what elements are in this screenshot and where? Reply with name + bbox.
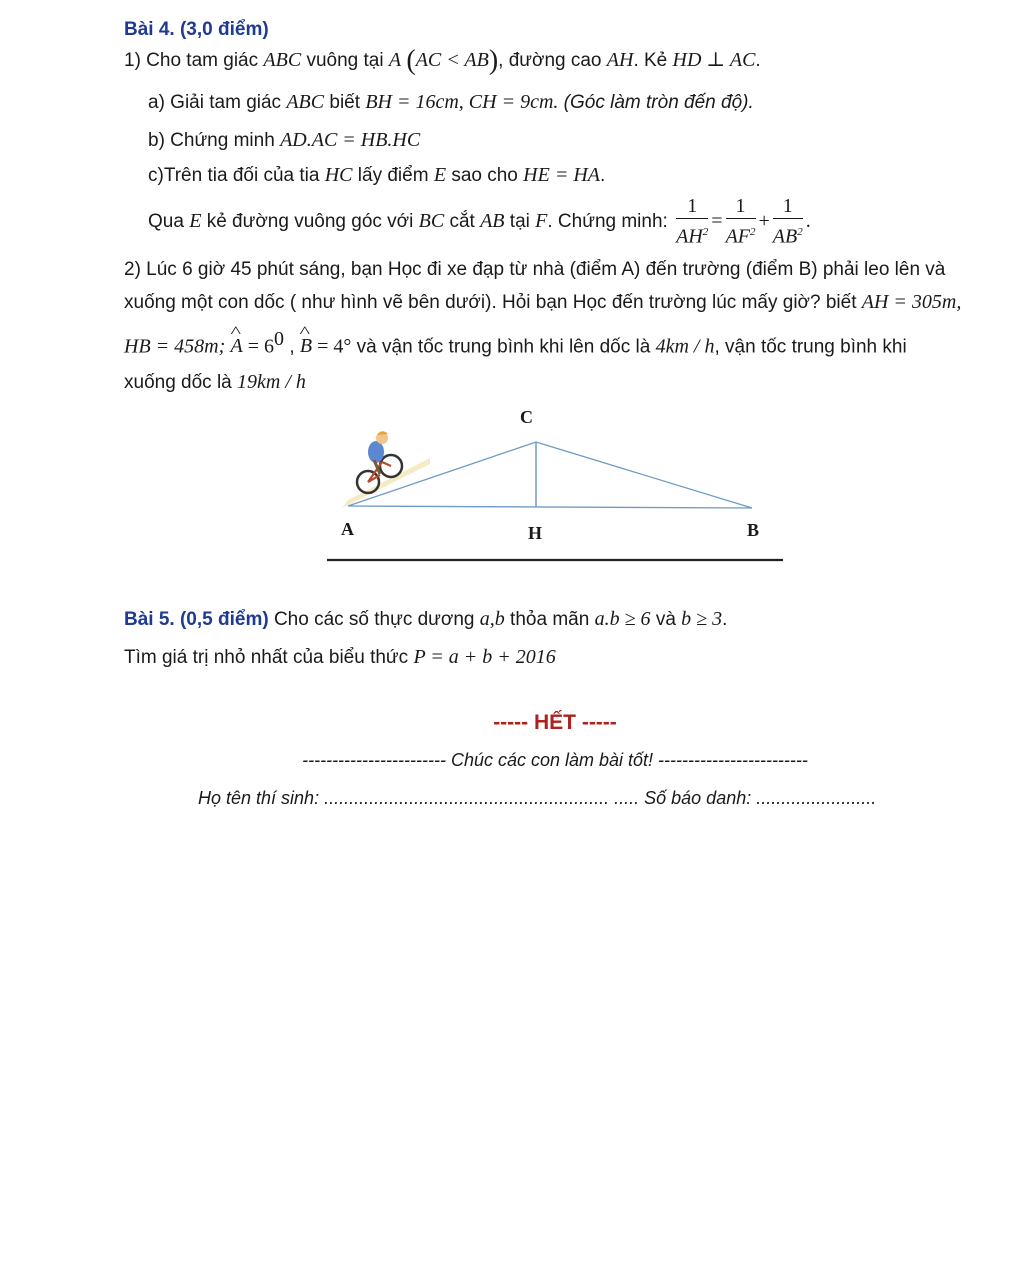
text: xuống một con dốc ( như hình vẽ bên dưới). Hỏi bạn Học đến trường lúc mấy giờ? biết [124, 292, 862, 313]
text: và [650, 609, 682, 630]
label-c: C [520, 407, 533, 427]
text: . Kẻ [633, 50, 673, 71]
math-cond2: b ≥ 3 [681, 608, 723, 630]
denominator [726, 219, 756, 250]
text: Cho các số thực dương [268, 609, 480, 630]
note: (Góc làm tròn đến độ). [563, 92, 754, 113]
bai5-line2 [124, 644, 556, 671]
text: , đường cao [498, 50, 607, 71]
bai4-part2-line1: 2) Lúc 6 giờ 45 phút sáng, bạn Học đi xe đạp từ nhà (điểm A) đến trường (điểm B) phải leo lên và [124, 259, 946, 280]
denominator [773, 219, 803, 250]
text: . [722, 609, 728, 630]
degree-sup: 0 [274, 328, 285, 350]
bai5-title: Bài 5. (0,5 điểm) [124, 609, 269, 630]
segment-ab [348, 506, 752, 508]
math-e: E [189, 210, 202, 232]
numerator: 1 [726, 194, 756, 219]
math-ab: a,b [479, 608, 505, 630]
math-cond1: a.b ≥ 6 [594, 608, 651, 630]
text: biết [324, 92, 366, 113]
exponent: 2 [750, 226, 756, 239]
text: . Chứng minh: [547, 211, 668, 232]
den-text: AB [772, 225, 798, 248]
period: . [805, 210, 811, 232]
math-hd-perp: HD ⊥ AC [672, 49, 756, 71]
math-abc: ABC [263, 49, 302, 71]
math-ah-val: AH = 305m, [861, 291, 962, 313]
math-v2: 19km / h [237, 371, 306, 393]
plus: + [758, 210, 770, 232]
math-angle-a: ^ A [231, 333, 243, 359]
math-hc: HC [324, 164, 353, 186]
label-a: A [341, 519, 354, 539]
math-abc: ABC [286, 91, 325, 113]
het-heading: ----- HẾT ----- [493, 711, 617, 734]
bai5-line1 [124, 606, 727, 633]
segment-cb [536, 442, 752, 508]
bai4-part-c [148, 162, 605, 189]
text: thỏa mãn [504, 609, 595, 630]
text: tại [504, 211, 536, 232]
text: . [755, 50, 761, 71]
bai4-part1-line [124, 47, 761, 74]
text: kẻ đường vuông góc với [201, 211, 419, 232]
math-e: E [433, 164, 447, 186]
bai4-part2-line3 [124, 326, 907, 360]
fraction-ab [773, 194, 803, 250]
fraction-af [726, 194, 756, 250]
math-f: F [535, 210, 548, 232]
math-angle-b: ^ B [300, 333, 312, 359]
wish-line: ------------------------ Chúc các con làm bài tốt! ------------------------- [302, 750, 808, 770]
math-expr: HE = HA [523, 164, 600, 186]
text: b) Chứng minh [148, 130, 281, 151]
denominator [676, 219, 708, 250]
math-data: BH = 16cm, CH = 9cm. [365, 91, 559, 113]
math-hb-val: HB = 458m; [124, 335, 226, 358]
math-expr: AD.AC = HB.HC [280, 129, 421, 151]
math-angle-a-val: = 6 [242, 335, 275, 358]
cyclist-icon [357, 431, 402, 493]
den-text: AF [725, 225, 750, 248]
text: vuông tại [301, 50, 389, 71]
text: . [599, 165, 606, 186]
bai4-part-c-proof [148, 192, 811, 251]
math-p: P = a + b + 2016 [413, 646, 556, 668]
bai4-part2-line2 [124, 289, 961, 316]
bai4-part2-line4 [124, 369, 306, 396]
exponent: 2 [797, 226, 803, 239]
math-bc: BC [418, 210, 445, 232]
exponent: 2 [702, 226, 709, 239]
math-v1: 4km / h [655, 335, 715, 358]
text: xuống dốc là [124, 372, 238, 393]
paren-open: ( [406, 45, 416, 76]
text: 1) Cho tam giác [124, 50, 264, 71]
bai4-title: Bài 4. (3,0 điểm) [124, 19, 269, 40]
equals: = [711, 210, 723, 232]
text: , [284, 336, 300, 358]
math-cond: AC < AB [415, 49, 489, 71]
numerator: 1 [676, 194, 708, 219]
math-angle-b-val: = 4° [312, 335, 352, 358]
hill-figure [320, 400, 800, 570]
text: cắt [444, 211, 481, 232]
text: , vận tốc trung bình khi [714, 336, 907, 358]
text: Qua [148, 211, 190, 232]
label-b: B [747, 520, 760, 540]
numerator: 1 [773, 194, 803, 219]
text: sao cho [446, 165, 524, 186]
text: a) Giải tam giác [148, 92, 287, 113]
bai4-part-b [148, 127, 420, 154]
paren-close: ) [488, 45, 499, 76]
bai4-part-a [148, 89, 754, 116]
math-a: A [388, 49, 402, 71]
text: lấy điểm [352, 165, 434, 186]
fraction-ah [676, 194, 708, 250]
label-h: H [528, 523, 543, 543]
text: Tìm giá trị nhỏ nhất của biểu thức [124, 647, 414, 668]
text: c)Trên tia đối của tia [148, 165, 325, 186]
candidate-info-line: Họ tên thí sinh: ......................................................... ..... Số báo danh: ........................ [198, 788, 877, 808]
text: và vận tốc trung bình khi lên dốc là [351, 336, 656, 358]
math-ah: AH [606, 49, 634, 71]
den-text: AH [676, 225, 703, 248]
math-ab: AB [480, 210, 505, 232]
